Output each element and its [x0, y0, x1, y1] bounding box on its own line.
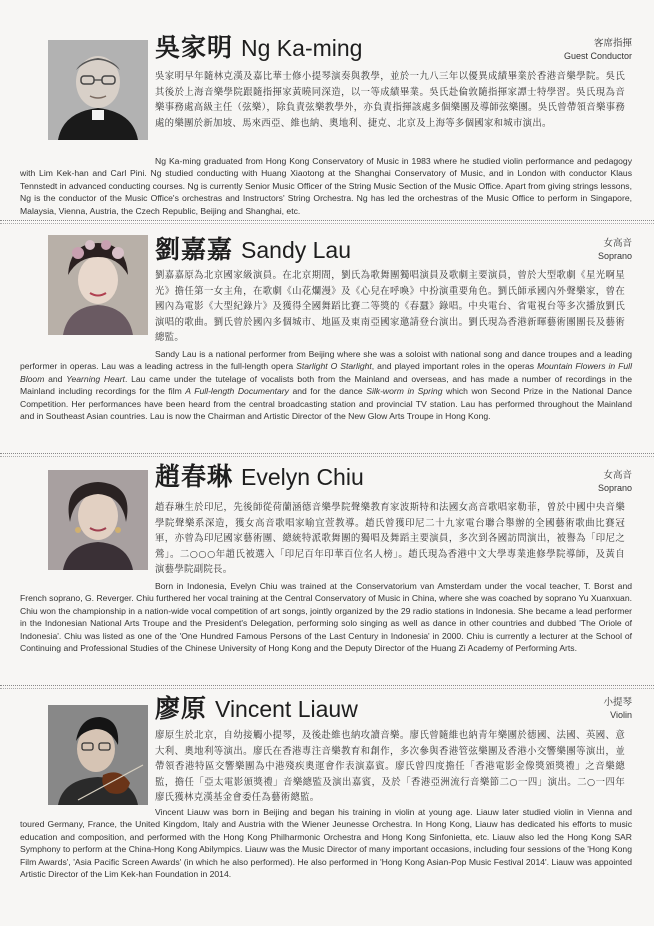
portrait-woman-headdress-icon: [48, 235, 148, 335]
role-english: Guest Conductor: [563, 51, 632, 61]
role-chinese: 小提琴: [603, 697, 632, 708]
bio-chinese: 廖原生於北京，自幼接觸小提琴，及後赴維也納攻讀音樂。廖氏曾隨維也納青年樂團於德國、法國、英國、意大利、奧地利等演出。廖氏在香港專注音樂教育和創作，多次參與香港管弦樂團及香港小交響樂團等演出，並帶領香港特區交響樂團為中港殘疾奧運會作表演嘉賓。廖氏曾四度擔任「香港電影金像獎頒獎禮」之音樂總監，擔任「亞太電影頒獎禮」音樂總監及演出嘉賓，及於「香港亞洲流行音樂節二○一四」演出。二○一四年廖氏獲林克漢基金會委任為藝術總監。: [155, 730, 625, 803]
role-english: Soprano: [597, 483, 632, 493]
bio-english: [20, 348, 632, 422]
bio-chinese: 劉嘉嘉原為北京國家級演員。在北京期間，劉氏為歌舞團獨唱演員及歌劇主要演員，曾於大型歌劇《星光啊星光》擔任第一女主角，在歌劇《山花爛漫》及《心兒在呼喚》中扮演重要角色。劉氏師承國內外聲樂家，曾在國內為電影《大型紀錄片》及獲得全國舞蹈比賽二等獎的《春蠶》錄唱。中央電台、省電視台等多次播放劉氏演唱的歌曲。劉氏曾於國內多個城市、地區及東南亞國家邀請登台演出。劉氏現為香港新暉藝術團團長及藝術總監。: [155, 270, 625, 343]
performer-role: [598, 238, 632, 262]
role-english: Violin: [610, 710, 632, 720]
name-english: Sandy Lau: [241, 237, 351, 263]
bio-chinese: 趙春琳生於印尼，先後師從荷蘭涵德音樂學院聲樂教育家波斯特和法國女高音歌唱家勒菲，曾於中國中央音樂學院聲樂系深造，獲女高音歌唱家喻宜萱教導。趙氏曾獲印尼二十九家電台聯合舉辦的全國藝術歌曲比賽冠軍，亦曾為印尼國家藝術團、總統特派歌舞團的獨唱及舞蹈主要演員，多次到各國訪問演出，被譽為「印尼之鶯」。二○○○年趙氏被選入「印尼百年印華百位名人榜」。趙氏現為香港中文大學專業進修學院導師，及黃自演藝學院副院長。: [155, 502, 625, 575]
role-chinese: 女高音: [603, 238, 632, 249]
bio-english: [20, 806, 632, 880]
performer-name: [155, 235, 351, 265]
portrait-man-violin-icon: [48, 705, 148, 805]
bio-chinese: 吳家明早年隨林克漢及嘉比華士修小提琴演奏與教學，並於一九八三年以優異成績畢業於香港音樂學院。吳氏其後於上海音樂學院跟隨指揮家黃曉同深造，以一等成績畢業。吳氏赴倫敦隨指揮家譚士特學習。吳氏現為音樂事務處高級主任（弦樂），除負責弦樂教學外，亦負責指揮該處多個樂團及導師弦樂團。吳氏曾帶領音樂事務處的樂團於新加坡、馬來西亞、維也納、奧地利、捷克、北京及上海等多個國家和城市演出。: [155, 71, 625, 129]
performer-name: [155, 694, 358, 724]
performer-role: [564, 38, 632, 62]
performer-name: [155, 462, 364, 492]
bio-english-paragraph: Vincent Liauw was born in Beijing and began his training in violin at young age. Liauw later studied violin in Vienna and toured Germany, France, the United Kingdom, Italy and Austria with the Wiener Jeunesse Orchestra. In Hong Kong, Liauw has dedicated his efforts to music education and composition, and performed with the Hong Kong Philharmonic Orchestra and Hong Kong Sinfonietta, etc. Liauw also led the Hong Kong SAR Symphony to perform at the China-Hong Kong Abilympics. Liauw was the Music Director of many important occasions, including four sessions of the 'Hong Kong Film Awards', 'Asia Pacific Screen Awards' (in which he also performed). He also performed in 'Hong Kong Asian-Pop Music Festival 2014'. Liauw was appointed Artistic Director of the Lim Kek-han Foundation in 2014.: [20, 807, 632, 880]
bio-english-paragraph: Sandy Lau is a national performer from Beijing where she was a soloist with national song and dance troupes and a leading performer in operas. Lau was a leading actress in the full-length opera Starlight O Starlight, and played important roles in the operas Mountain Flowers in Full Bloom and Yearning Heart. Lau came under the tutelage of vocalists both from the Mainland and overseas, and has made a number of recordings in the Mainland including recordings for the film A Full-length Documentary and for the dance Silk-worm in Spring which won Second Prize in the National Dance Competition. Her performances have been heard from the central broadcasting station and provincial TV station. Lau has performed throughout the Mainland and in Southeast Asian countries. Lau is now the Chairman and Artistic Director of the New Glow Arts Troupe in Hong Kong.: [20, 349, 633, 422]
portrait-man-glasses-icon: [48, 40, 148, 140]
name-chinese: 劉嘉嘉: [155, 235, 234, 264]
bio-english: [20, 155, 632, 217]
name-english: Vincent Liauw: [215, 696, 358, 722]
role-chinese: 女高音: [603, 470, 632, 481]
role-chinese: 客席指揮: [593, 38, 632, 49]
section-divider: [0, 685, 654, 686]
bio-english: [20, 580, 632, 654]
portrait-woman-curly-icon: [48, 470, 148, 570]
performer-role: [603, 697, 632, 721]
role-english: Soprano: [597, 251, 632, 261]
name-chinese: 吳家明: [155, 33, 234, 62]
name-chinese: 廖原: [155, 694, 208, 723]
performer-name: [155, 33, 362, 63]
section-divider: [0, 453, 654, 454]
name-english: Ng Ka-ming: [241, 35, 363, 61]
performer-role: [598, 470, 632, 494]
bio-english-paragraph: Ng Ka-ming graduated from Hong Kong Conservatory of Music in 1983 where he studied violin performance and pedagogy with Lim Kek-han and Carl Pini. Ng studied conducting with Huang Xiaotong at the Shanghai Conservatory of Music, and in London with conductor Klaus Tennstedt in advanced conducting courses. Ng is currently Senior Music Officer of the String Music Section of the Music Office. Apart from giving strings lessons, Ng is the conductor of the Music Office's orchestras and Instructors' String Orchestra. Ng has led the orchestras of the Music Office to perform in Singapore, Malaysia, Vienna, Austria, the Czech Republic, Beijing and Shanghai, etc.: [20, 156, 632, 216]
name-chinese: 趙春琳: [155, 462, 234, 491]
section-divider: [0, 220, 654, 221]
bio-english-paragraph: Born in Indonesia, Evelyn Chiu was trained at the Conservatorium van Amsterdam under the vocal teacher, T. Borst and French soprano, G. Reverger. Chiu furthered her vocal training at the Central Conservatory of Music in China, where she was coached by soprano Yu Xuanxuan. Chiu won the championship in a nation-wide vocal competition of art songs, jointly organized by the 29 radio stations in Indonesia. She became a lead performer in the Indonesian National Arts Troupe and the President's Delegation, performing solo singing as well as dance in other countries and dubbed 'The Oriole of Indonesia'. Chiu was listed as one of the 'One Hundred Famous Persons of the Last Century in Indonesia' in 2000. Chiu is currently a lecturer at the School of Continuing and Professional Studies of the Chinese University of Hong Kong and the Deputy Director of the Huang Zi Academy of Performing Arts.: [20, 581, 632, 654]
name-english: Evelyn Chiu: [241, 464, 364, 490]
